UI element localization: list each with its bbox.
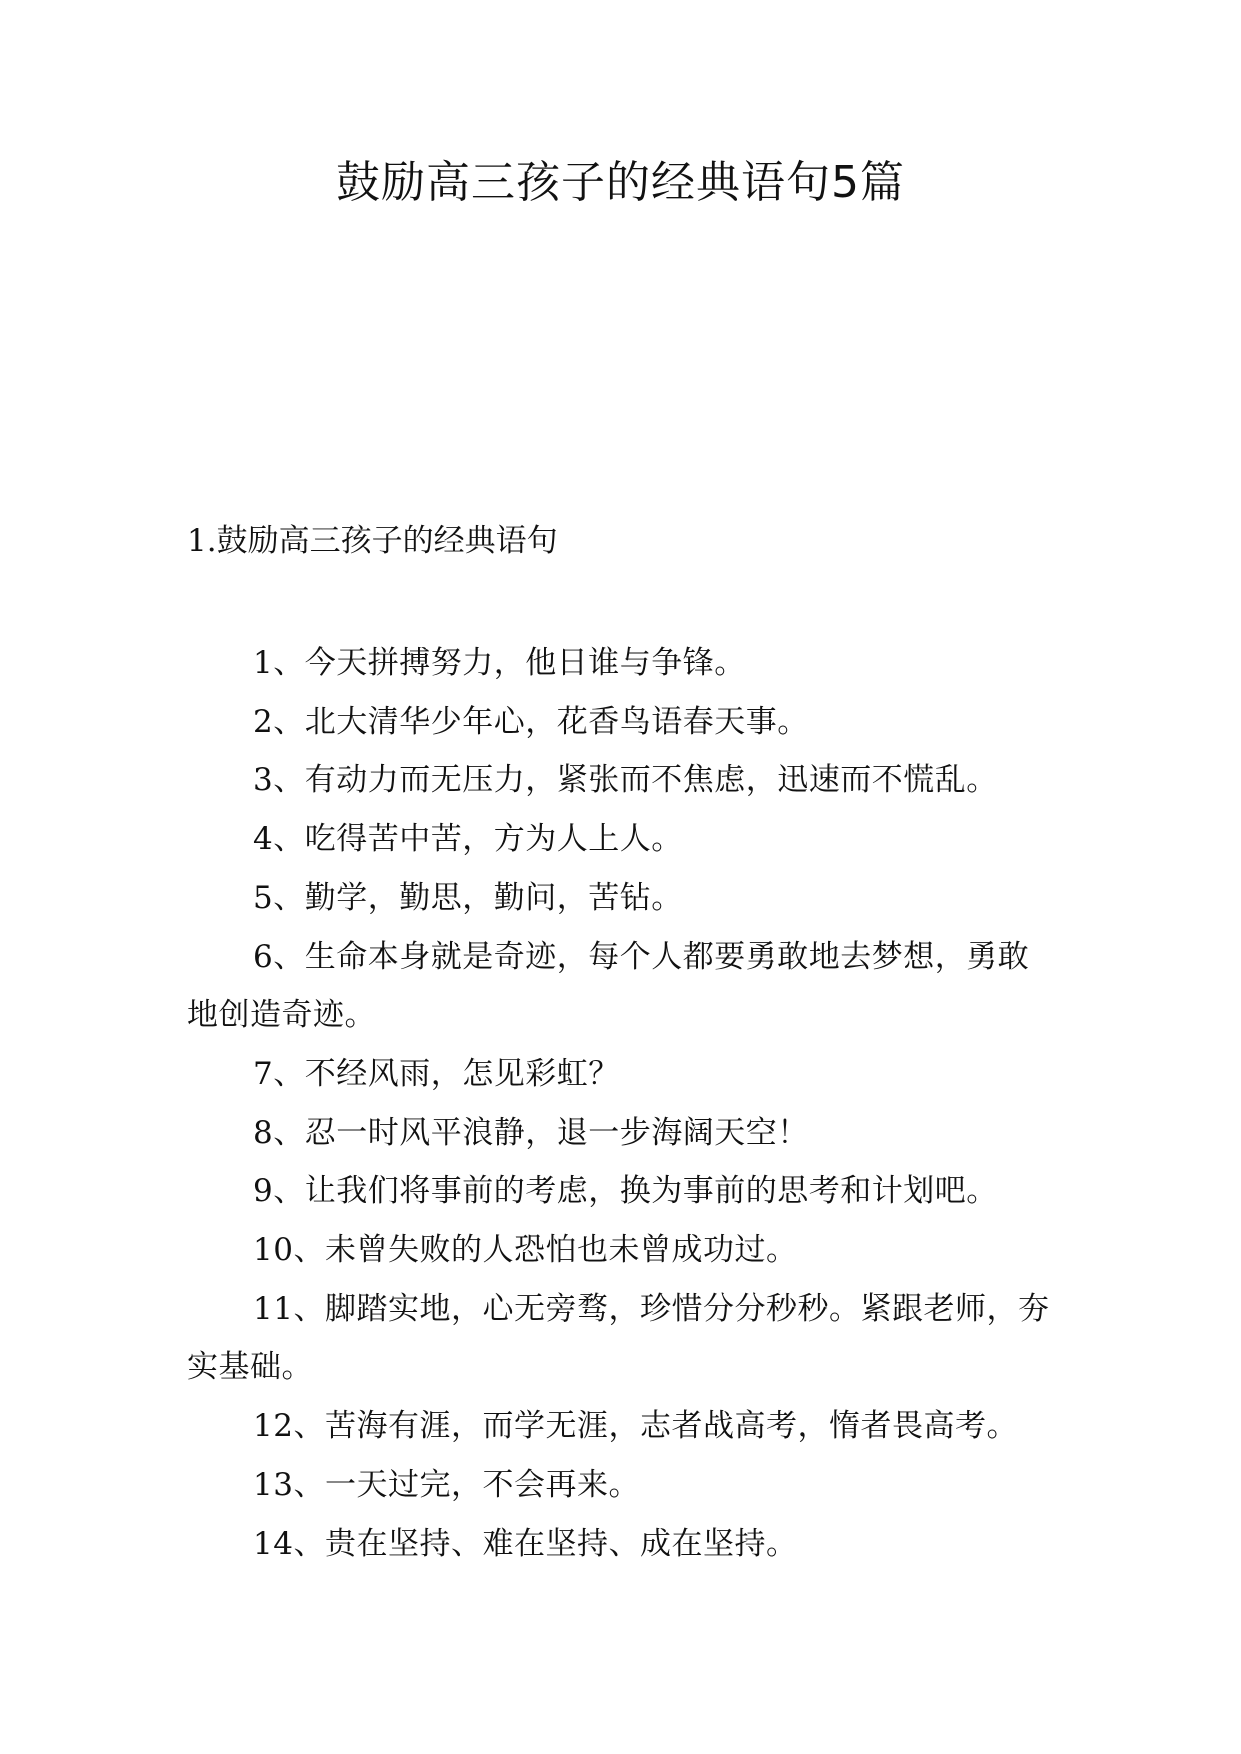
list-item: 5、勤学，勤思，勤问，苦钻。 [253, 879, 683, 916]
list-item: 1、今天拼搏努力，他日谁与争锋。 [253, 645, 746, 681]
list-item: 11、脚踏实地，心无旁骛，珍惜分分秒秒。紧跟老师，夯实基础。 [187, 1290, 1050, 1386]
list-item: 10、未曾失败的人恐怕也未曾成功过。 [253, 1232, 798, 1269]
list-item: 14、贵在坚持、难在坚持、成在坚持。 [253, 1525, 798, 1562]
list-item: 4、吃得苦中苦，方为人上人。 [253, 821, 683, 858]
document-title: 鼓励高三孩子的经典语句5篇 [336, 157, 905, 208]
list-item: 6、生命本身就是奇迹，每个人都要勇敢地去梦想，勇敢地创造奇迹。 [187, 938, 1030, 1034]
list-item: 3、有动力而无压力，紧张而不焦虑，迅速而不慌乱。 [253, 762, 998, 799]
list-item: 7、不经风雨，怎见彩虹？ [253, 1055, 620, 1092]
list-item: 12、苦海有涯，而学无涯，志者战高考，惰者畏高考。 [253, 1408, 1018, 1445]
list-item: 8、忍一时风平浪静，退一步海阔天空！ [253, 1114, 809, 1151]
list-item: 2、北大清华少年心，花香鸟语春天事。 [253, 703, 809, 740]
quote-list [187, 634, 1057, 1573]
section-heading: 1.鼓励高三孩子的经典语句 [187, 523, 558, 559]
list-item: 9、让我们将事前的考虑，换为事前的思考和计划吧。 [253, 1173, 998, 1210]
list-item: 13、一天过完，不会再来。 [253, 1466, 640, 1503]
